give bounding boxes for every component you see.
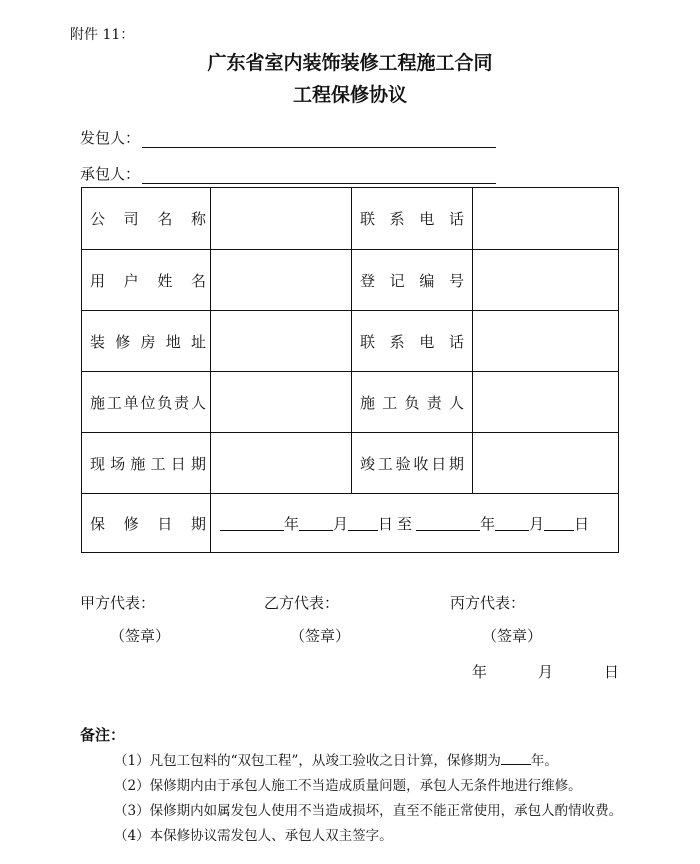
value-acceptance-date[interactable] [473, 433, 619, 494]
label-char: 工 [382, 394, 398, 412]
table-row [82, 188, 618, 249]
label-char: 期 [190, 515, 206, 533]
year-label: 年 [480, 515, 496, 533]
label-char: 期 [448, 455, 464, 473]
value-contact-phone-2[interactable] [473, 311, 619, 372]
table-row [82, 310, 618, 372]
note-item-4: （4）本保修协议需发包人、承包人双主签字。 [114, 828, 393, 844]
employer-label: 发包人： [80, 129, 141, 147]
label-contact-phone-2 [360, 311, 464, 372]
month-label: 月 [529, 515, 545, 533]
party-c-seal: （签章） [482, 627, 543, 645]
note-item-2: （2）保修期内由于承包人施工不当造成质量问题，承包人无条件地进行维修。 [114, 778, 582, 794]
to-label: 至 [397, 515, 413, 533]
start-day-blank[interactable] [348, 516, 378, 531]
sign-day: 日 [604, 663, 620, 681]
sign-year: 年 [472, 663, 488, 681]
label-char: 号 [448, 272, 464, 290]
label-char: 房 [140, 333, 156, 351]
notes-title: 备注： [80, 726, 126, 744]
table-row [82, 249, 618, 311]
start-month-blank[interactable] [299, 516, 333, 531]
label-char: 话 [448, 210, 464, 228]
end-day-blank[interactable] [544, 516, 574, 531]
label-construction-lead [360, 372, 464, 433]
label-char: 竣 [360, 455, 376, 473]
label-user-name [90, 250, 206, 311]
label-char: 话 [448, 333, 464, 351]
label-char: 户 [123, 272, 139, 290]
table-divider [210, 494, 211, 553]
value-registration-number[interactable] [473, 250, 619, 311]
label-char: 施 [90, 394, 106, 412]
label-char: 名 [157, 210, 173, 228]
label-company-name [90, 188, 206, 249]
label-acceptance-date [360, 433, 464, 494]
document-subtitle: 工程保修协议 [292, 84, 407, 106]
label-char: 电 [419, 333, 435, 351]
label-char: 系 [389, 210, 405, 228]
label-char: 位 [140, 394, 156, 412]
party-a-seal: （签章） [110, 627, 171, 645]
note-text: （1）凡包工包料的“双包工程”，从竣工验收之日计算，保修期为 [114, 753, 501, 769]
label-char: 场 [110, 455, 126, 473]
table-row [82, 371, 618, 433]
label-char: 验 [395, 455, 411, 473]
label-char: 修 [115, 333, 131, 351]
table-row [82, 493, 618, 553]
label-char: 日 [431, 455, 447, 473]
label-char: 用 [90, 272, 106, 290]
value-onsite-date[interactable] [211, 433, 351, 494]
label-char: 司 [123, 210, 139, 228]
label-char: 姓 [157, 272, 173, 290]
label-char: 收 [413, 455, 429, 473]
label-char: 工 [106, 394, 122, 412]
label-char: 日 [170, 455, 186, 473]
value-company-name[interactable] [211, 188, 351, 249]
party-a-rep: 甲方代表： [80, 594, 156, 612]
label-char: 工 [377, 455, 393, 473]
warranty-date-field[interactable] [218, 494, 618, 553]
label-registration-number [360, 250, 464, 311]
document-title: 广东省室内装饰装修工程施工合同 [207, 52, 493, 74]
label-char: 施 [130, 455, 146, 473]
info-table [81, 187, 619, 553]
label-char: 地 [165, 333, 181, 351]
value-renovation-address[interactable] [211, 311, 351, 372]
label-contractor-unit-lead [90, 372, 206, 433]
contractor-blank[interactable] [142, 169, 496, 184]
label-renovation-address [90, 311, 206, 372]
label-char: 人 [448, 394, 464, 412]
label-char: 记 [389, 272, 405, 290]
label-char: 保 [90, 515, 106, 533]
table-row [82, 432, 618, 494]
label-char: 单 [123, 394, 139, 412]
value-contractor-unit-lead[interactable] [211, 372, 351, 433]
label-char: 日 [157, 515, 173, 533]
month-label: 月 [333, 515, 349, 533]
year-label: 年 [284, 515, 300, 533]
label-char: 登 [360, 272, 376, 290]
note-item-3: （3）保修期内如属发包人使用不当造成损坏，直至不能正常使用，承包人酌情收费。 [114, 803, 623, 819]
label-char: 装 [90, 333, 106, 351]
sign-month: 月 [538, 663, 554, 681]
label-warranty-date [90, 494, 206, 553]
label-contact-phone [360, 188, 464, 249]
contractor-label: 承包人： [80, 165, 141, 183]
label-onsite-date [90, 433, 206, 494]
day-label: 日 [378, 515, 394, 533]
end-year-blank[interactable] [416, 516, 480, 531]
label-char: 联 [360, 333, 376, 351]
label-char: 现 [90, 455, 106, 473]
label-char: 电 [419, 210, 435, 228]
party-b-seal: （签章） [290, 627, 351, 645]
label-char: 人 [190, 394, 206, 412]
label-char: 址 [190, 333, 206, 351]
warranty-years-blank[interactable] [501, 752, 531, 765]
contractor-line [80, 163, 496, 184]
party-b-rep: 乙方代表： [264, 594, 340, 612]
label-char: 责 [174, 394, 190, 412]
label-char: 责 [426, 394, 442, 412]
label-char: 公 [90, 210, 106, 228]
label-char: 期 [190, 455, 206, 473]
day-label: 日 [574, 515, 590, 533]
note-item-1 [114, 749, 558, 769]
label-char: 编 [419, 272, 435, 290]
value-user-name[interactable] [211, 250, 351, 311]
label-char: 系 [389, 333, 405, 351]
label-char: 工 [150, 455, 166, 473]
label-char: 名 [190, 272, 206, 290]
value-construction-lead[interactable] [473, 372, 619, 433]
attachment-label: 附件 11： [70, 27, 135, 43]
start-year-blank[interactable] [220, 516, 284, 531]
value-contact-phone[interactable] [473, 188, 619, 249]
party-c-rep: 丙方代表： [450, 594, 526, 612]
label-char: 修 [123, 515, 139, 533]
note-text: 年。 [530, 753, 558, 769]
label-char: 负 [157, 394, 173, 412]
employer-line [80, 127, 496, 148]
label-char: 称 [190, 210, 206, 228]
label-char: 负 [404, 394, 420, 412]
label-char: 联 [360, 210, 376, 228]
employer-blank[interactable] [142, 133, 496, 148]
label-char: 施 [360, 394, 376, 412]
end-month-blank[interactable] [495, 516, 529, 531]
